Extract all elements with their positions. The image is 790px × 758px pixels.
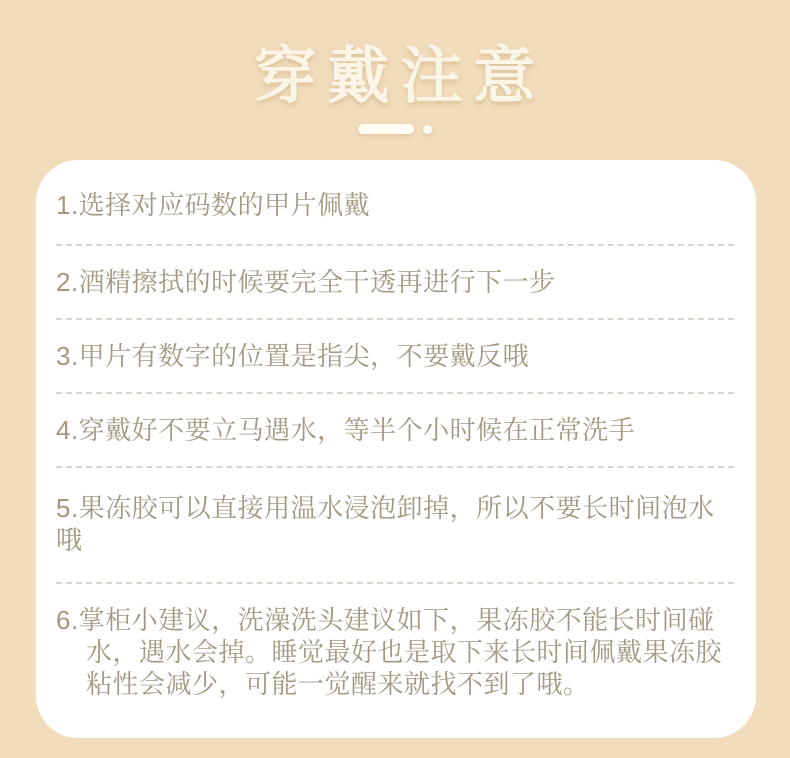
title-divider bbox=[0, 124, 790, 134]
divider-bar-icon bbox=[358, 124, 414, 134]
note-item-5: 5.果冻胶可以直接用温水浸泡卸掉，所以不要长时间泡水哦 bbox=[56, 468, 734, 584]
notes-card bbox=[36, 160, 756, 738]
note-item-3: 3.甲片有数字的位置是指尖，不要戴反哦 bbox=[56, 320, 734, 394]
divider-dot-icon bbox=[423, 125, 432, 134]
note-item-2: 2.酒精擦拭的时候要完全干透再进行下一步 bbox=[56, 246, 734, 320]
note-item-1: 1.选择对应码数的甲片佩戴 bbox=[56, 166, 734, 246]
note-item-4: 4.穿戴好不要立马遇水，等半个小时候在正常洗手 bbox=[56, 394, 734, 468]
page-title: 穿戴注意 bbox=[254, 42, 547, 111]
note-item-6: 6.掌柜小建议，洗澡洗头建议如下，果冻胶不能长时间碰水，遇水会掉。睡觉最好也是取下来长时间佩戴果冻胶粘性会减少，可能一觉醒来就找不到了哦。 bbox=[56, 605, 723, 700]
